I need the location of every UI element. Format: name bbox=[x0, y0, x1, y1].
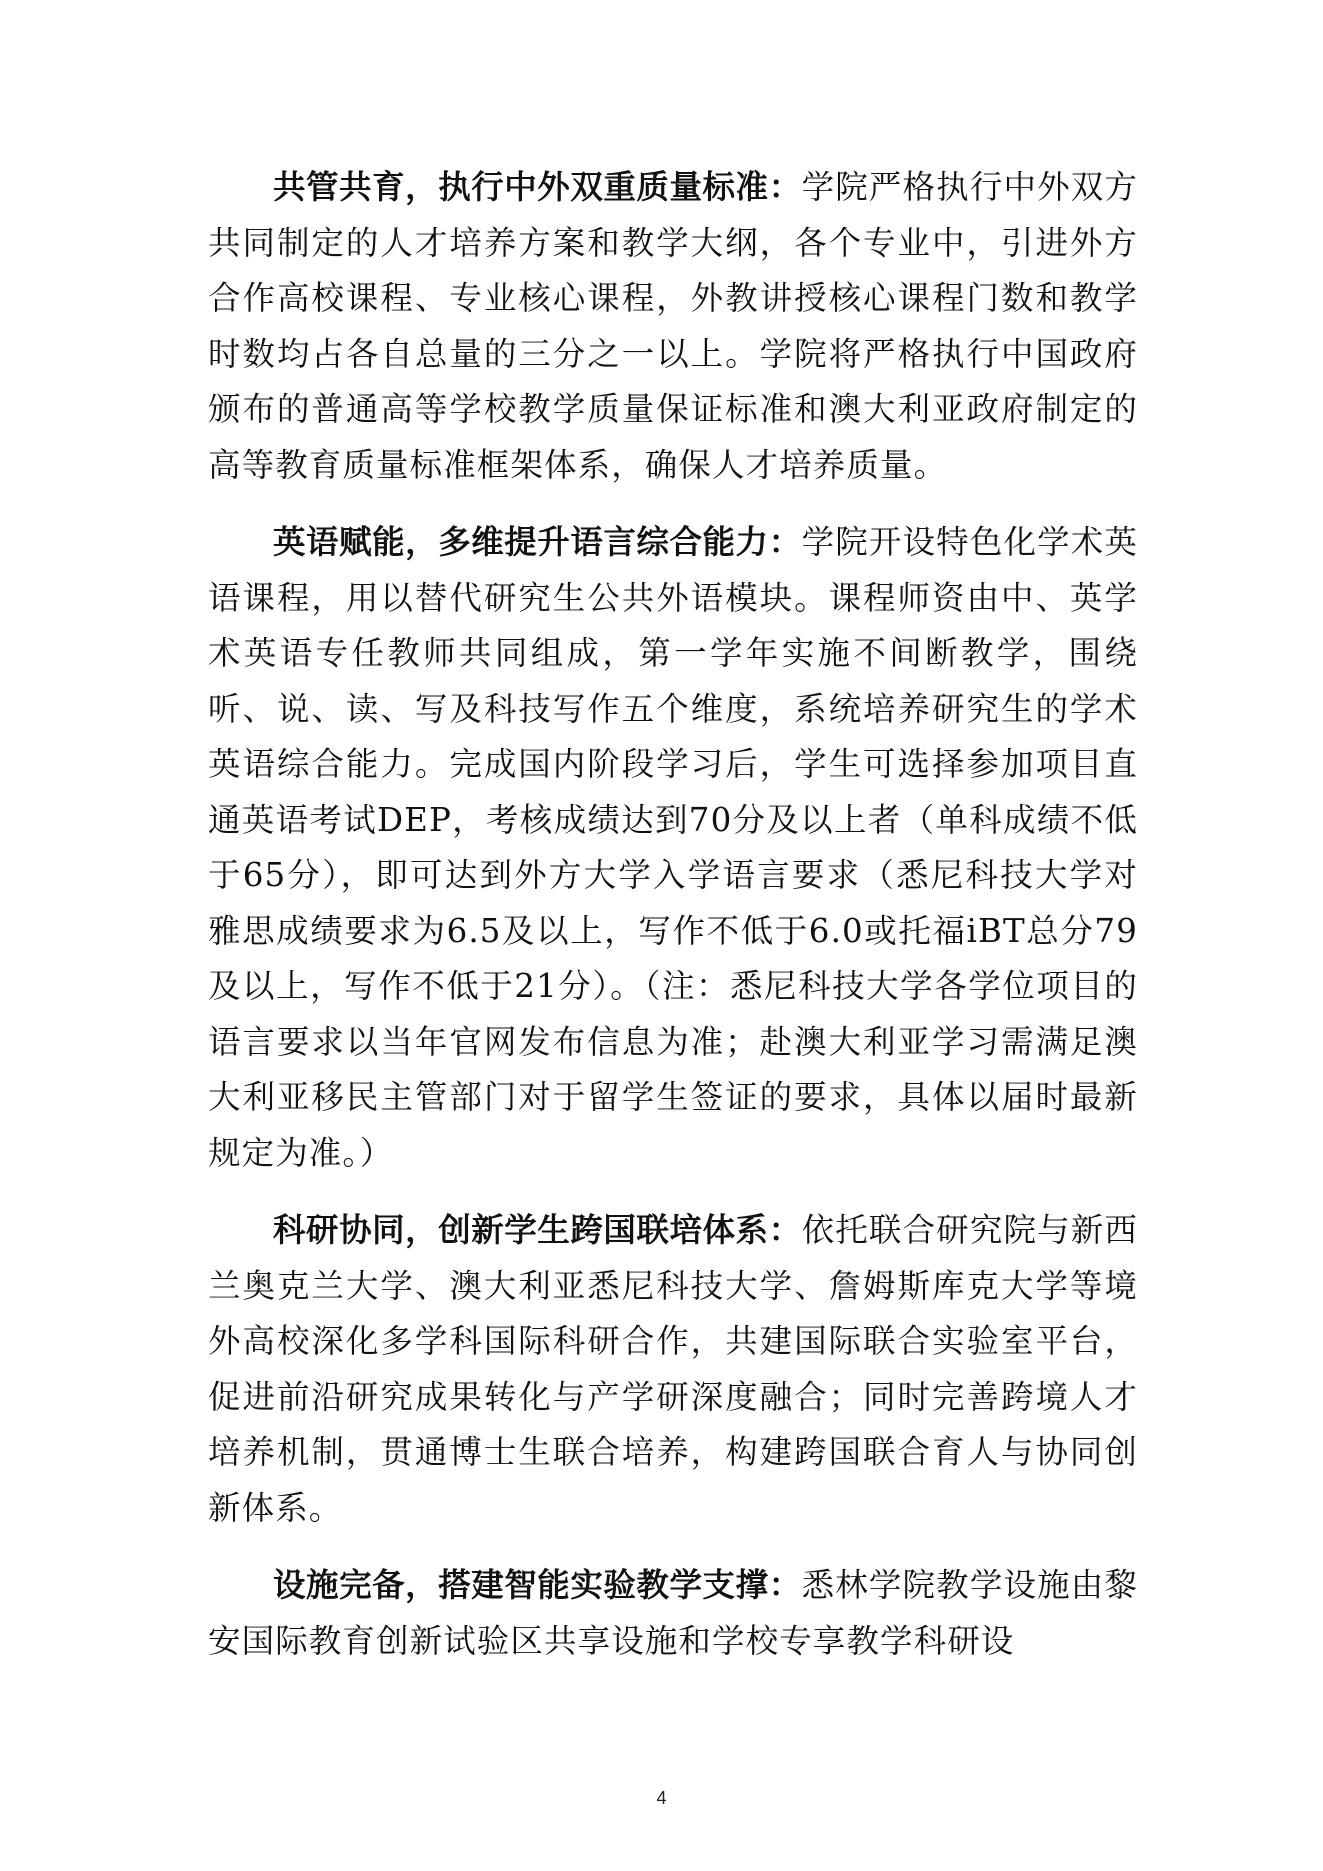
paragraph-quality-standards bbox=[208, 160, 1138, 493]
paragraph-research-collaboration bbox=[208, 1203, 1138, 1536]
paragraph-text: 学院开设特色化学术英语课程，用以替代研究生公共外语模块。课程师资由中、英学术英语专任教师共同组成，第一学年实施不间断教学，围绕听、说、读、写及科技写作五个维度，系统培养研究生的学术英语综合能力。完成国内阶段学习后，学生可选择参加项目直通英语考试DEP，考核成绩达到70分及以上者（单科成绩不低于65分），即可达到外方大学入学语言要求（悉尼科技大学对雅思成绩要求为6.5及以上，写作不低于6.0或托福iBT总分79及以上，写作不低于21分）。（注：悉尼科技大学各学位项目的语言要求以当年官网发布信息为准；赴澳大利亚学习需满足澳大利亚移民主管部门对于留学生签证的要求，具体以届时最新规定为准。） bbox=[208, 523, 1138, 1172]
paragraph-text: 悉林学院教学设施由黎安国际教育创新试验区共享设施和学校专享教学科研设 bbox=[208, 1566, 1138, 1660]
paragraph-facilities bbox=[208, 1558, 1138, 1669]
paragraph-english-ability bbox=[208, 515, 1138, 1181]
page-number: 4 bbox=[656, 1788, 667, 1808]
paragraph-text: 依托联合研究院与新西兰奥克兰大学、澳大利亚悉尼科技大学、詹姆斯库克大学等境外高校深化多学科国际科研合作，共建国际联合实验室平台，促进前沿研究成果转化与产学研深度融合；同时完善跨境人才培养机制，贯通博士生联合培养，构建跨国联合育人与协同创新体系。 bbox=[208, 1211, 1138, 1527]
paragraph-heading: 英语赋能，多维提升语言综合能力： bbox=[273, 523, 802, 561]
paragraph-text: 学院严格执行中外双方共同制定的人才培养方案和教学大纲，各个专业中，引进外方合作高校课程、专业核心课程，外教讲授核心课程门数和教学时数均占各自总量的三分之一以上。学院将严格执行中国政府颁布的普通高等学校教学质量保证标准和澳大利亚政府制定的高等教育质量标准框架体系，确保人才培养质量。 bbox=[208, 168, 1138, 484]
document-body bbox=[208, 160, 1138, 1691]
paragraph-heading: 科研协同，创新学生跨国联培体系： bbox=[273, 1211, 802, 1249]
paragraph-heading: 设施完备，搭建智能实验教学支撑： bbox=[273, 1566, 802, 1604]
paragraph-heading: 共管共育，执行中外双重质量标准： bbox=[273, 168, 802, 206]
